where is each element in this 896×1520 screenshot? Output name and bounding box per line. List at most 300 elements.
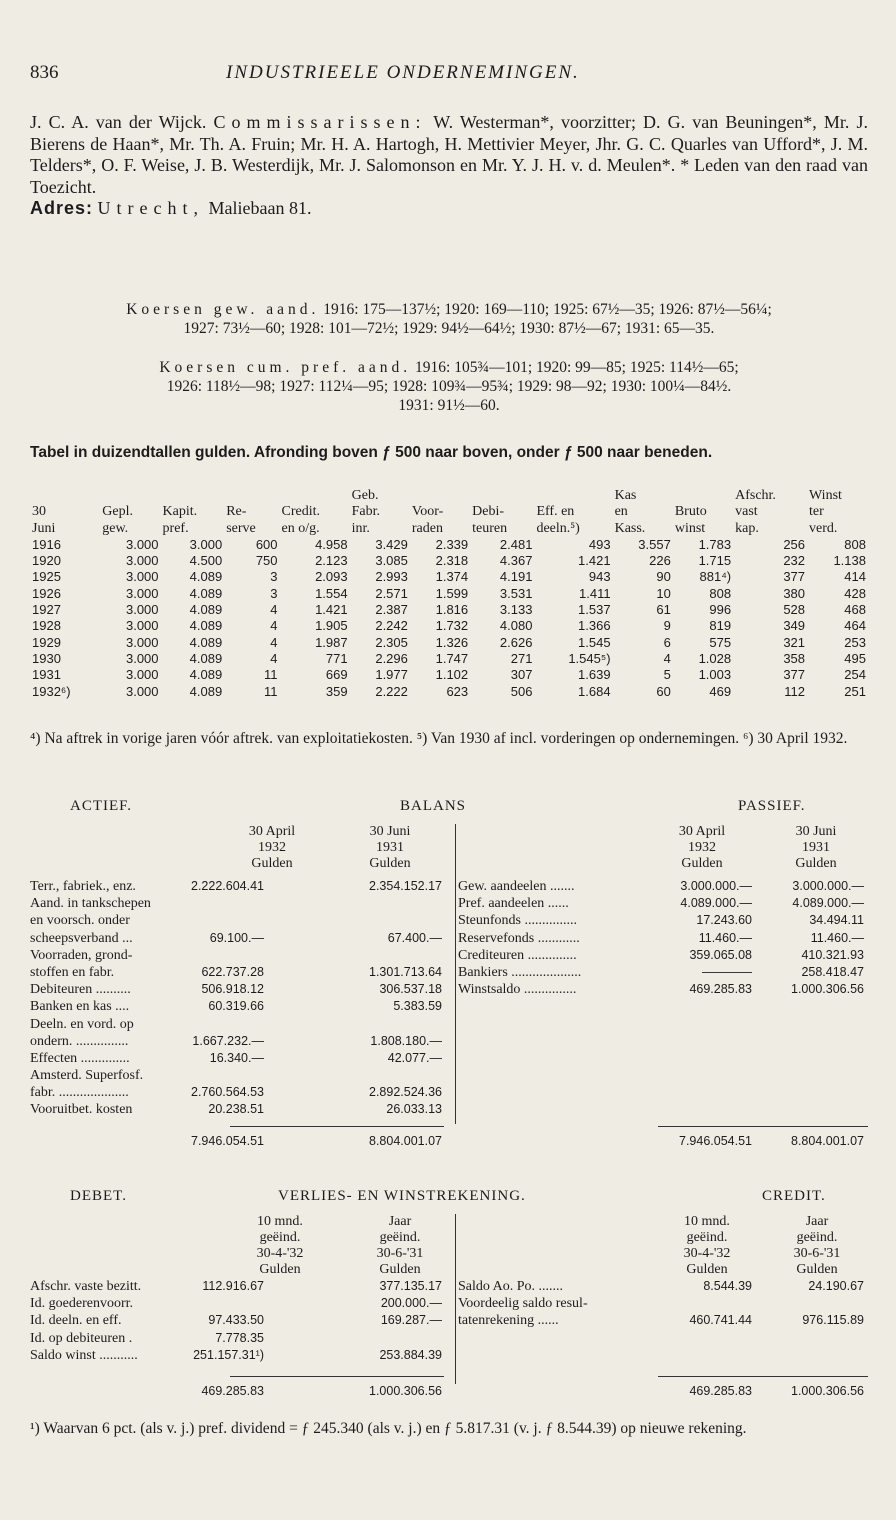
table-cell: 226 xyxy=(649,553,671,569)
year-cell: 1931 xyxy=(32,667,61,683)
table-cell: 771 xyxy=(325,650,348,666)
table-cell: 2.481 xyxy=(499,536,533,552)
table-header-row xyxy=(30,521,868,537)
table-cell: Fabr. xyxy=(351,504,381,520)
table-cell: 2.626 xyxy=(499,634,533,650)
table-header-row xyxy=(30,488,868,504)
ledger-row xyxy=(30,1067,450,1084)
table-row xyxy=(30,586,868,602)
table-cell: Afschr. xyxy=(735,488,776,503)
table-cell: Bruto xyxy=(674,504,707,520)
ledger-amount: 1.667.232.— xyxy=(192,1033,264,1048)
address-city: Utrecht, xyxy=(97,198,204,218)
ledger-row xyxy=(30,947,450,964)
col-head-line: 30-4-'32 xyxy=(256,1246,304,1261)
commissarissen-label: Commissarissen: xyxy=(213,112,427,132)
pl-left-total-rule xyxy=(230,1376,444,1377)
koersen-cum-line2: 1926: 118½—98; 1927: 112¼—95; 1928: 109¾—95¾; 1929: 98—92; 1930: 100¼—84½. xyxy=(166,378,732,395)
table-cell: 256 xyxy=(783,536,806,552)
table-cell xyxy=(224,488,279,504)
year-cell: 1927 xyxy=(32,602,61,618)
ledger-row xyxy=(30,1278,450,1295)
balance-left-total-rule xyxy=(230,1126,444,1127)
col-head-line: geëind. xyxy=(259,1230,301,1245)
ledger-amount: 42.077.— xyxy=(387,1050,442,1065)
ledger-amount: 359.065.08 xyxy=(689,947,752,962)
ledger-label: Aand. in tankschepen xyxy=(30,896,151,912)
koersen-pref xyxy=(30,358,868,415)
koersen-gew-line1: 1916: 175—137½; 1920: 169—110; 1925: 67½—35; 1926: 87½—56¼; xyxy=(323,301,772,318)
col-head-line: 10 mnd. xyxy=(684,1214,730,1229)
ledger-amount: 1.000.306.56 xyxy=(791,982,864,997)
ledger-amount: 410.321.93 xyxy=(801,947,864,962)
table-cell: 11 xyxy=(264,667,278,683)
ledger-row xyxy=(456,1295,868,1312)
ledger-amount: 2.892.524.36 xyxy=(369,1085,442,1100)
table-cell: 1.421 xyxy=(315,602,348,618)
pl-left-title: DEBET. xyxy=(70,1188,127,1204)
table-cell: 3.000 xyxy=(125,536,159,552)
total-b: 1.000.306.56 xyxy=(791,1384,864,1398)
table-cell xyxy=(534,488,612,504)
commissarissen-list: W. Westerman*, voorzitter; D. G. van Beuningen*, Mr. J. Bierens de Haan*, Mr. Th. A. Fruin; Mr. H. A. Hartogh, H. Mettivier Meyer, Jhr. G. C. Quarles van Ufford*, J. M. Telders*, O. F. Weise, J. B. Westerdijk, Mr. J. Salomonson en Mr. Y. J. H. v. d. Meulen*. xyxy=(30,112,868,175)
ledger-amount: 2.354.152.17 xyxy=(369,879,442,893)
table-cell: 943 xyxy=(588,569,611,585)
ledger-label: Effecten .............. xyxy=(30,1050,130,1066)
table-cell: 1.783 xyxy=(698,536,732,552)
table-cell: 90 xyxy=(656,569,671,585)
ledger-amount: 34.494.11 xyxy=(809,913,864,928)
ledger-row xyxy=(30,1050,450,1067)
address-street: Maliebaan 81. xyxy=(208,198,312,218)
ledger-row xyxy=(456,1278,868,1295)
pl-left-col-a-head xyxy=(235,1214,325,1278)
table-cell: 380 xyxy=(783,585,806,601)
ledger-amount: 24.190.67 xyxy=(808,1279,864,1293)
ledger-label: Saldo winst ........... xyxy=(30,1347,138,1363)
table-footnotes: ⁴) Na aftrek in vorige jaren vóór aftrek. van exploitatiekosten. ⁵) Van 1930 af incl. vorderingen op ondernemingen. ⁶) 30 April 1932. xyxy=(30,730,848,747)
table-cell: Winst xyxy=(809,488,842,503)
directie: J. C. A. van der Wijck. xyxy=(30,112,207,132)
table-note: Tabel in duizendtallen gulden. Afronding boven ƒ 500 naar boven, onder ƒ 500 naar beneden. xyxy=(30,444,713,461)
table-cell: 61 xyxy=(656,602,671,618)
table-cell: 2.387 xyxy=(375,602,408,618)
ledger-label: Vooruitbet. kosten xyxy=(30,1102,133,1118)
table-cell: 4.080 xyxy=(499,618,533,634)
ledger-amount: 4.089.000.— xyxy=(680,896,752,911)
table-cell: 495 xyxy=(844,650,866,666)
table-cell: 3.000 xyxy=(189,536,223,552)
pl-debit xyxy=(30,1278,450,1364)
col-head-line: 30 Juni xyxy=(795,824,837,839)
koersen-cum-line3: 1931: 91½—60. xyxy=(398,397,500,414)
table-cell: 3.000 xyxy=(125,618,159,634)
ledger-row xyxy=(456,930,868,947)
pl-right-total-rule xyxy=(658,1376,868,1377)
ledger-label: Deeln. en vord. op xyxy=(30,1016,134,1032)
ledger-label: Bankiers .................... xyxy=(458,964,582,980)
table-cell: 750 xyxy=(255,553,278,569)
year-cell xyxy=(30,488,100,504)
ledger-row xyxy=(30,930,450,947)
ledger-amount: 97.433.50 xyxy=(208,1313,264,1328)
ledger-amount: 11.460.— xyxy=(810,930,864,945)
table-cell: 819 xyxy=(709,618,732,634)
ledger-row xyxy=(30,998,450,1015)
ledger-label: Saldo Ao. Po. ....... xyxy=(458,1279,564,1294)
table-cell: 4.367 xyxy=(499,553,533,569)
ledger-label: fabr. .................... xyxy=(30,1085,129,1101)
table-cell: 4 xyxy=(270,618,278,634)
ledger-label: Amsterd. Superfosf. xyxy=(30,1068,144,1084)
table-cell: 3.000 xyxy=(125,667,159,683)
balance-left-col-b-head xyxy=(340,824,440,872)
table-cell: 575 xyxy=(709,634,732,650)
ledger-amount: 306.537.18 xyxy=(379,982,442,997)
col-head-line: Gulden xyxy=(251,856,293,871)
table-cell: 1.554 xyxy=(315,585,348,601)
ledger-row xyxy=(30,878,450,895)
table-cell: 6 xyxy=(663,634,671,650)
balance-liabilities xyxy=(455,824,868,1124)
col-head-line: 30 Juni xyxy=(369,824,411,839)
table-cell: 232 xyxy=(783,553,806,569)
table-cell: 359 xyxy=(325,683,348,699)
ledger-amount: 11.460.— xyxy=(698,930,752,945)
table-cell: verd. xyxy=(809,520,838,536)
page-number: 836 xyxy=(30,62,59,83)
table-cell: 377 xyxy=(783,569,806,585)
table-cell: 3.000 xyxy=(125,650,159,666)
ledger-row xyxy=(30,1084,450,1101)
ledger-amount: 3.000.000.— xyxy=(792,879,864,893)
ledger-row xyxy=(30,1033,450,1050)
table-cell: Kapit. xyxy=(162,504,198,520)
table-cell: 60 xyxy=(656,683,671,699)
table-cell: gew. xyxy=(102,520,129,536)
table-cell: 4.089 xyxy=(189,602,223,618)
ledger-label: Crediteuren .............. xyxy=(458,947,577,963)
ledger-amount: 67.400.— xyxy=(387,930,442,945)
table-cell: Eff. en xyxy=(536,504,575,520)
ledger-amount: 16.340.— xyxy=(209,1050,264,1065)
total-b: 8.804.001.07 xyxy=(369,1134,442,1148)
table-cell: 254 xyxy=(844,667,866,683)
ledger-row xyxy=(30,1312,450,1329)
table-cell: 358 xyxy=(783,650,806,666)
table-cell: 1.374 xyxy=(435,569,469,585)
ledger-row xyxy=(456,895,868,912)
col-head-line: 10 mnd. xyxy=(257,1214,303,1229)
ledger-amount: 460.741.44 xyxy=(689,1313,752,1328)
ledger-label: Banken en kas .... xyxy=(30,999,130,1015)
ledger-amount: ———— xyxy=(702,964,752,979)
ledger-label: Reservefonds ............ xyxy=(458,930,580,946)
table-cell: 4.500 xyxy=(189,553,223,569)
balance-right-title: PASSIEF. xyxy=(738,798,806,814)
table-cell: 1.905 xyxy=(315,618,348,634)
ledger-amount: 8.544.39 xyxy=(703,1279,752,1293)
col-head-line: geëind. xyxy=(796,1230,838,1245)
year-cell: 1932⁶) xyxy=(32,683,71,699)
koersen-cum-line1: 1916: 105¾—101; 1920: 99—85; 1925: 114½—65; xyxy=(415,359,739,376)
table-cell: 271 xyxy=(510,650,533,666)
ledger-amount: 60.319.66 xyxy=(208,999,264,1014)
table-cell: 10 xyxy=(656,585,671,601)
table-cell: 808 xyxy=(709,585,732,601)
table-cell: 3.531 xyxy=(499,585,533,601)
ledger-label: Afschr. vaste bezitt. xyxy=(30,1279,142,1294)
table-cell: Voor- xyxy=(411,504,444,520)
table-cell: 4.089 xyxy=(189,650,223,666)
table-cell: 4.089 xyxy=(189,667,223,683)
ledger-label: en voorsch. onder xyxy=(30,913,130,929)
table-row xyxy=(30,618,868,634)
table-cell: 996 xyxy=(709,602,732,618)
table-cell: teuren xyxy=(472,520,508,536)
table-cell: 1.684 xyxy=(578,683,611,699)
table-cell: 528 xyxy=(783,602,806,618)
table-cell: 669 xyxy=(325,667,348,683)
table-row xyxy=(30,553,868,569)
table-cell xyxy=(470,488,534,504)
col-head-line: 30 April xyxy=(678,824,726,839)
table-cell: en o/g. xyxy=(281,520,320,536)
col-head-line: 1932 xyxy=(688,840,716,855)
table-cell: 4 xyxy=(270,634,278,650)
ledger-amount: 377.135.17 xyxy=(379,1279,442,1293)
table-cell: 4.089 xyxy=(189,569,223,585)
table-cell: 1.326 xyxy=(435,634,469,650)
table-cell: 2.222 xyxy=(375,683,408,699)
table-row xyxy=(30,667,868,683)
table-cell: 9 xyxy=(663,618,671,634)
balance-right-totals xyxy=(455,1133,868,1150)
total-a: 7.946.054.51 xyxy=(191,1134,264,1148)
ledger-amount: 69.100.— xyxy=(209,930,264,945)
ledger-amount: 258.418.47 xyxy=(801,964,864,979)
table-cell: 4.089 xyxy=(189,683,223,699)
col-head-line: Gulden xyxy=(259,1262,301,1277)
ledger-amount: 20.238.51 xyxy=(208,1102,264,1117)
ledger-row xyxy=(30,1330,450,1347)
table-cell: 4.089 xyxy=(189,618,223,634)
table-cell: 3.133 xyxy=(499,602,533,618)
table-cell: raden xyxy=(411,520,443,536)
ledger-label: Gew. aandeelen ....... xyxy=(458,879,575,894)
table-row xyxy=(30,537,868,553)
table-cell: kap. xyxy=(735,520,759,536)
ledger-label: stoffen en fabr. xyxy=(30,964,115,980)
table-cell: 1.715 xyxy=(698,553,732,569)
table-cell: winst xyxy=(674,520,706,536)
ledger-row xyxy=(30,1295,450,1312)
table-cell: ter xyxy=(809,504,824,520)
ledger-label: Debiteuren .......... xyxy=(30,982,131,998)
pl-left-totals xyxy=(30,1383,450,1400)
ledger-amount: 7.778.35 xyxy=(215,1330,264,1345)
table-cell: 4 xyxy=(663,650,671,666)
ledger-amount: 17.243.60 xyxy=(696,913,752,928)
balance-left-title: ACTIEF. xyxy=(70,798,133,814)
col-head-line: Jaar xyxy=(388,1214,412,1229)
table-cell: deeln.⁵) xyxy=(536,520,580,536)
table-cell: 253 xyxy=(844,634,866,650)
ledger-row xyxy=(456,878,868,895)
table-row xyxy=(30,651,868,667)
col-head-line: 30-6-'31 xyxy=(793,1246,841,1261)
table-cell: 1.003 xyxy=(698,667,732,683)
table-cell: 1.732 xyxy=(435,618,469,634)
ledger-amount: 2.760.564.53 xyxy=(191,1085,264,1100)
year-cell: 1920 xyxy=(32,553,61,569)
ledger-row xyxy=(456,981,868,998)
profit-footnote: ¹) Waarvan 6 pct. (als v. j.) pref. dividend = ƒ 245.340 (als v. j.) en ƒ 5.817.31 (v. j. ƒ 8.544.39) op nieuwe rekening. xyxy=(30,1420,747,1437)
table-cell: 349 xyxy=(783,618,806,634)
table-cell: Geb. xyxy=(351,488,379,503)
ledger-row xyxy=(30,1016,450,1033)
table-cell: 2.123 xyxy=(315,553,348,569)
table-cell: 3 xyxy=(270,585,278,601)
table-cell: 2.318 xyxy=(435,553,469,569)
koersen-gewone xyxy=(30,300,868,338)
table-cell: 600 xyxy=(255,536,278,552)
table-cell: 1.639 xyxy=(578,667,611,683)
table-header-row xyxy=(30,504,868,520)
table-cell xyxy=(100,488,160,504)
total-b: 8.804.001.07 xyxy=(791,1134,864,1148)
table-cell: 1.366 xyxy=(578,618,611,634)
pl-right-title: CREDIT. xyxy=(762,1188,826,1204)
col-head-line: 1931 xyxy=(376,840,404,855)
table-cell: 4.958 xyxy=(315,536,348,552)
table-cell: 3 xyxy=(270,569,278,585)
table-cell xyxy=(673,488,733,504)
table-cell: 1.138 xyxy=(833,553,866,569)
table-cell: 4.089 xyxy=(189,585,223,601)
total-b: 1.000.306.56 xyxy=(369,1384,442,1398)
table-cell: Debi- xyxy=(472,504,505,520)
table-cell: 2.296 xyxy=(375,650,408,666)
table-cell: 1.977 xyxy=(375,667,408,683)
ledger-amount: 1.808.180.— xyxy=(370,1033,442,1048)
col-head-line: Gulden xyxy=(796,1262,838,1277)
year-cell: 1928 xyxy=(32,618,61,634)
ledger-label: Winstsaldo ............... xyxy=(458,982,577,998)
year-cell: 1925 xyxy=(32,569,61,585)
table-cell: 377 xyxy=(783,667,806,683)
ledger-amount: 169.287.— xyxy=(380,1313,442,1328)
table-cell: 1.102 xyxy=(435,667,469,683)
table-cell: 3.000 xyxy=(125,634,159,650)
pl-credit xyxy=(455,1214,868,1384)
year-cell: 1929 xyxy=(32,634,61,650)
balance-sheet xyxy=(30,798,868,1168)
ledger-label: Voordeelig saldo resul- xyxy=(458,1296,588,1312)
ledger-label: ondern. ............... xyxy=(30,1033,129,1049)
ledger-row xyxy=(456,912,868,929)
ledger-label: Id. op debiteuren . xyxy=(30,1330,133,1346)
col-head-line: 30-6-'31 xyxy=(376,1246,424,1261)
table-cell: 2.339 xyxy=(435,536,469,552)
col-head-line: Gulden xyxy=(681,856,723,871)
table-cell: 2.305 xyxy=(375,634,408,650)
year-cell: 1930 xyxy=(32,650,61,666)
ledger-amount: 200.000.— xyxy=(380,1296,442,1311)
table-cell: 1.411 xyxy=(579,585,611,601)
ledger-amount: 253.884.39 xyxy=(379,1347,442,1362)
table-cell xyxy=(161,488,225,504)
ledger-label: Voorraden, grond- xyxy=(30,947,133,963)
company-intro xyxy=(30,112,868,220)
table-cell: 1.545 xyxy=(578,634,611,650)
ledger-row xyxy=(456,1312,868,1329)
ledger-row xyxy=(30,1347,450,1364)
ledger-amount: 112.916.67 xyxy=(202,1279,264,1293)
koersen-gew-label: Koersen gew. aand. xyxy=(126,301,320,318)
ledger-amount: 4.089.000.— xyxy=(792,896,864,911)
table-cell: 2.242 xyxy=(375,618,408,634)
col-head-line: Gulden xyxy=(369,856,411,871)
col-head-line: geëind. xyxy=(379,1230,421,1245)
col-head-line: Gulden xyxy=(795,856,837,871)
table-cell: 4 xyxy=(270,602,278,618)
col-head-line: geëind. xyxy=(686,1230,728,1245)
ledger-label: tatenrekening ...... xyxy=(458,1313,559,1329)
table-cell: 4.191 xyxy=(499,569,533,585)
table-cell: 1.028 xyxy=(698,650,732,666)
pl-center-title: VERLIES- EN WINSTREKENING. xyxy=(278,1188,526,1204)
address-label: Adres: xyxy=(30,198,94,218)
ledger-amount: 469.285.83 xyxy=(689,982,752,997)
col-head-line: 30 April xyxy=(248,824,296,839)
ledger-label: Id. goederenvoorr. xyxy=(30,1296,134,1312)
koersen-gew-line2: 1927: 73½—60; 1928: 101—72½; 1929: 94½—64½; 1930: 87½—67; 1931: 65—35. xyxy=(183,320,715,337)
table-cell: 414 xyxy=(844,569,866,585)
table-cell: 321 xyxy=(783,634,806,650)
col-head-line: 1931 xyxy=(802,840,830,855)
table-cell: 3.000 xyxy=(125,569,159,585)
table-cell: 881⁴) xyxy=(699,569,732,585)
table-cell: 5 xyxy=(663,667,671,683)
balance-center-title: BALANS xyxy=(400,798,467,814)
pl-right-totals xyxy=(455,1383,868,1400)
col-head-line: Jaar xyxy=(805,1214,829,1229)
table-cell: 2.993 xyxy=(375,569,408,585)
ledger-label: Pref. aandeelen ...... xyxy=(458,896,569,912)
ledger-amount: 1.301.713.64 xyxy=(369,964,442,979)
table-cell: 3.000 xyxy=(125,553,159,569)
table-row xyxy=(30,569,868,585)
table-cell: 2.093 xyxy=(315,569,348,585)
ledger-amount: 622.737.28 xyxy=(201,964,264,979)
table-cell: Kass. xyxy=(614,520,646,536)
table-cell: 623 xyxy=(446,683,469,699)
col-head-line: Gulden xyxy=(686,1262,728,1277)
ledger-amount: 506.918.12 xyxy=(201,982,264,997)
table-cell: 2.571 xyxy=(375,585,408,601)
pl-left-col-b-head xyxy=(355,1214,445,1278)
ledger-row xyxy=(30,1101,450,1118)
table-cell: 808 xyxy=(844,536,866,552)
table-cell: 493 xyxy=(588,536,611,552)
ledger-row xyxy=(30,981,450,998)
balance-assets xyxy=(30,878,450,1119)
table-cell: pref. xyxy=(162,520,189,536)
ledger-row xyxy=(456,964,868,981)
table-cell: vast xyxy=(735,504,758,520)
leden-note: * Leden van den raad van Toezicht. xyxy=(30,155,868,197)
